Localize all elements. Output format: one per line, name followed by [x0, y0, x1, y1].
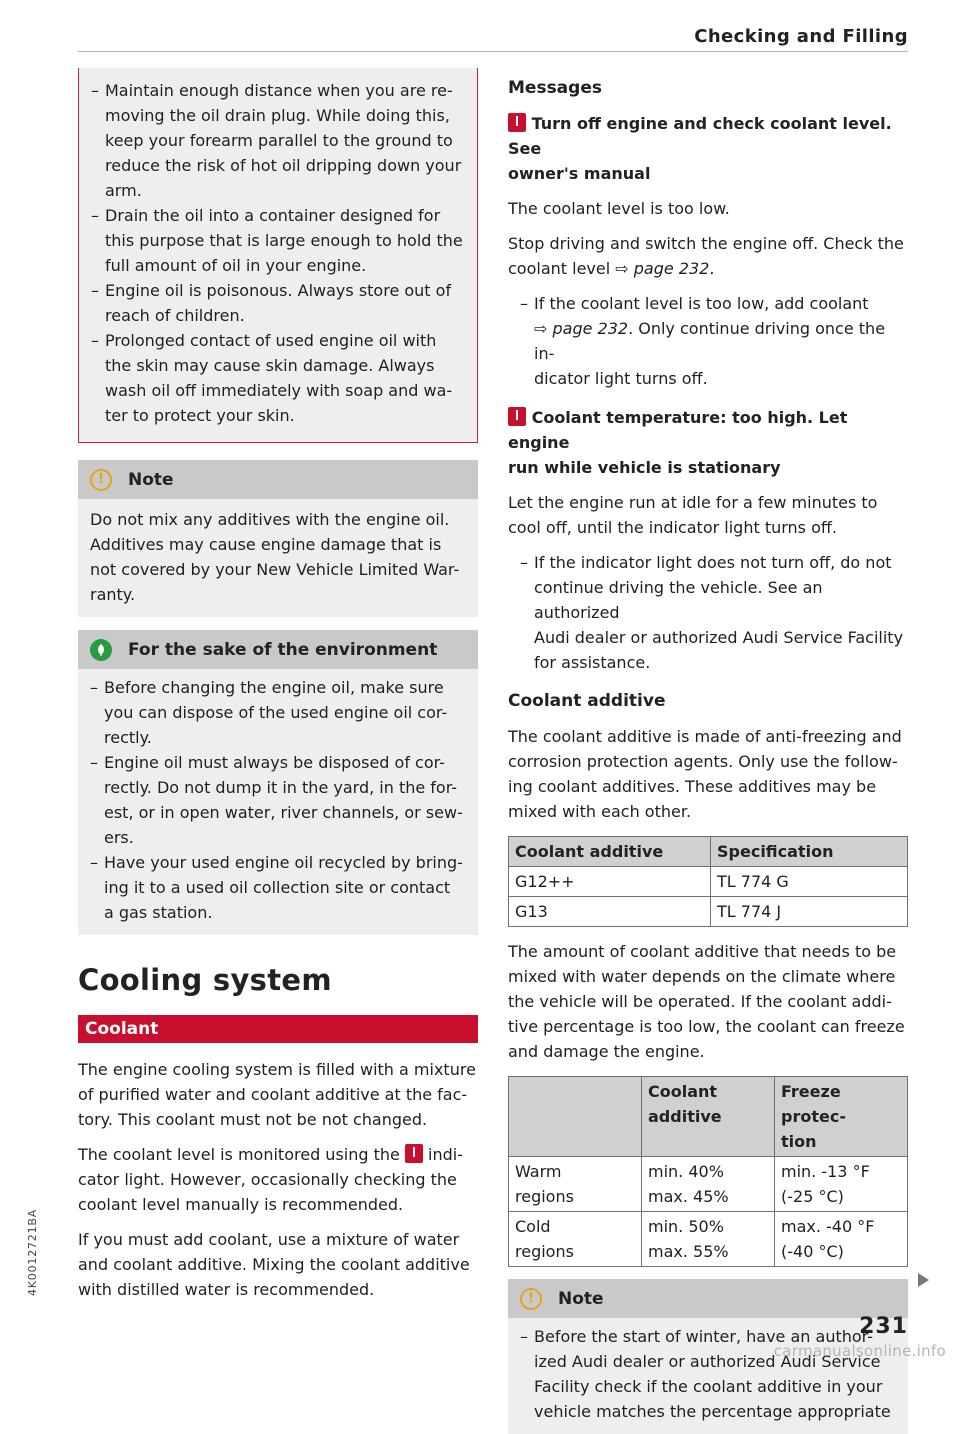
table-cell: TL 774 J: [711, 897, 908, 927]
environment-item: – Have your used engine oil recycled by bring- ing it to a used oil collection site or contact a gas station.: [78, 850, 464, 925]
monitor-text-before: The coolant level is monitored using the: [78, 1145, 400, 1164]
message-list: [508, 291, 910, 391]
note-title: Note: [128, 469, 174, 490]
message-text-before: Stop driving and switch the engine off. Check the coolant level: [508, 234, 904, 278]
message-title: [508, 405, 910, 480]
page-number: 231: [859, 1314, 908, 1339]
message-text: Let the engine run at idle for a few minutes to cool off, until the indicator light turns off.: [508, 493, 878, 537]
info-circle-icon: !: [520, 1288, 542, 1310]
table-header-row: [509, 1077, 908, 1157]
coolant-warning-icon: [508, 113, 526, 132]
warning-item: – Prolonged contact of used engine oil with the skin may cause skin damage. Always wash oil off immediately with soap and wa- ter to protect your skin.: [79, 328, 465, 428]
warning-item: – Drain the oil into a container designed for this purpose that is large enough to hold the full amount of oil in your engine.: [79, 203, 465, 278]
page-link[interactable]: ⇨ page 232: [615, 259, 710, 278]
note-header: [78, 460, 478, 499]
right-column: [508, 76, 910, 1434]
table-row: [509, 1157, 908, 1212]
note-list: [508, 1324, 894, 1424]
environment-item: – Before changing the engine oil, make sure you can dispose of the used engine oil cor- rectly.: [78, 675, 464, 750]
message-text: The coolant level is too low.: [508, 199, 730, 218]
additive-spec-table: [508, 836, 908, 927]
message-text: [508, 231, 910, 281]
message-title-text: Turn off engine and check coolant level. See owner's manual: [508, 114, 892, 183]
message-title-text: Coolant temperature: too high. Let engine run while vehicle is stationary: [508, 408, 848, 477]
message-text-after: .: [709, 259, 715, 278]
table-cell: G12++: [509, 867, 711, 897]
note-title: Note: [558, 1288, 604, 1309]
table-row: [509, 1212, 908, 1267]
message-item: – If the indicator light does not turn off, do not continue driving the vehicle. See an authorized Audi dealer or authorized Audi Service Facility for assistance.: [508, 550, 910, 675]
coolant-add-text: If you must add coolant, use a mixture of water and coolant additive. Mixing the coolant additive with distilled water is recommended.: [78, 1230, 470, 1299]
table-cell: Cold regions: [509, 1212, 642, 1267]
coolant-warning-icon: [508, 407, 526, 426]
environment-item: – Engine oil must always be disposed of cor- rectly. Do not dump it in the yard, in the for- est, or in open water, river channels, or sew- ers.: [78, 750, 464, 850]
coolant-additive-heading: Coolant additive: [508, 691, 666, 711]
monitor-text-after: indi- cator light. However, occasionally checking the coolant level manually is recommended.: [78, 1145, 464, 1214]
continue-arrow-icon: [918, 1273, 929, 1287]
environment-header: [78, 630, 478, 669]
coolant-monitor-text: [78, 1142, 478, 1217]
table-header: Freeze protec- tion: [775, 1077, 908, 1157]
note-body: [78, 499, 478, 617]
message-title: [508, 111, 910, 186]
message-item-before: If the coolant level is too low, add coolant: [534, 294, 869, 313]
message-item: [508, 291, 910, 391]
note-item: – Before the start of winter, have an author- ized Audi dealer or authorized Audi Service Facility check if the coolant additive in your vehicle matches the percentage appropriate: [508, 1324, 894, 1424]
table-cell: min. -13 °F (-25 °C): [775, 1157, 908, 1212]
page-header-title: Checking and Filling: [694, 26, 908, 47]
info-circle-icon: !: [90, 469, 112, 491]
messages-heading: Messages: [508, 78, 602, 98]
note-text: Do not mix any additives with the engine oil. Additives may cause engine damage that is not covered by your New Vehicle Limited War- ranty.: [90, 510, 460, 604]
environment-box: [78, 630, 478, 935]
message-list: [508, 550, 910, 675]
table-header-row: [509, 837, 908, 867]
table-header: [509, 1077, 642, 1157]
warning-item: – Engine oil is poisonous. Always store out of reach of children.: [79, 278, 465, 328]
watermark: carmanualsonline.info: [773, 1342, 946, 1360]
warning-box: [78, 68, 478, 443]
table-header: Specification: [711, 837, 908, 867]
table-row: [509, 897, 908, 927]
environment-body: [78, 669, 478, 935]
table-cell: Warm regions: [509, 1157, 642, 1212]
document-code: 4K0012721BA: [26, 1208, 39, 1296]
coolant-additive-text: The coolant additive is made of anti-freezing and corrosion protection agents. Only use the follow- ing coolant additives. These additives may be mixed with each other.: [508, 727, 902, 821]
warning-item: – Maintain enough distance when you are re- moving the oil drain plug. While doing this, keep your forearm parallel to the ground to reduce the risk of hot oil dripping down your arm.: [79, 78, 465, 203]
coolant-intro: The engine cooling system is filled with a mixture of purified water and coolant additive at the fac- tory. This coolant must not be not changed.: [78, 1060, 476, 1129]
table-cell: min. 40% max. 45%: [642, 1157, 775, 1212]
freeze-protection-table: [508, 1076, 908, 1267]
section-title: Cooling system: [78, 963, 332, 997]
left-column: [78, 68, 478, 1302]
header-divider: [78, 51, 908, 52]
table-header: Coolant additive: [509, 837, 711, 867]
warning-list: [79, 78, 465, 428]
table-cell: TL 774 G: [711, 867, 908, 897]
table-cell: G13: [509, 897, 711, 927]
table-cell: max. -40 °F (-40 °C): [775, 1212, 908, 1267]
note-header: [508, 1279, 908, 1318]
note-body: [508, 1318, 908, 1434]
subsection-title: Coolant: [78, 1015, 478, 1043]
table-header: Coolant additive: [642, 1077, 775, 1157]
table-row: [509, 867, 908, 897]
note-box: [78, 460, 478, 617]
environment-title: For the sake of the environment: [128, 639, 438, 660]
leaf-icon: [90, 639, 112, 661]
message-item-after: . Only continue driving once the in- dicator light turns off.: [534, 319, 886, 388]
table-cell: min. 50% max. 55%: [642, 1212, 775, 1267]
coolant-amount-text: The amount of coolant additive that needs to be mixed with water depends on the climate where the vehicle will be operated. If the coolant addi- tive percentage is too low, the coolant can freeze and damage the engine.: [508, 942, 905, 1061]
coolant-warning-icon: [405, 1144, 423, 1163]
page-link[interactable]: ⇨ page 232: [534, 319, 629, 338]
environment-list: [78, 675, 464, 925]
